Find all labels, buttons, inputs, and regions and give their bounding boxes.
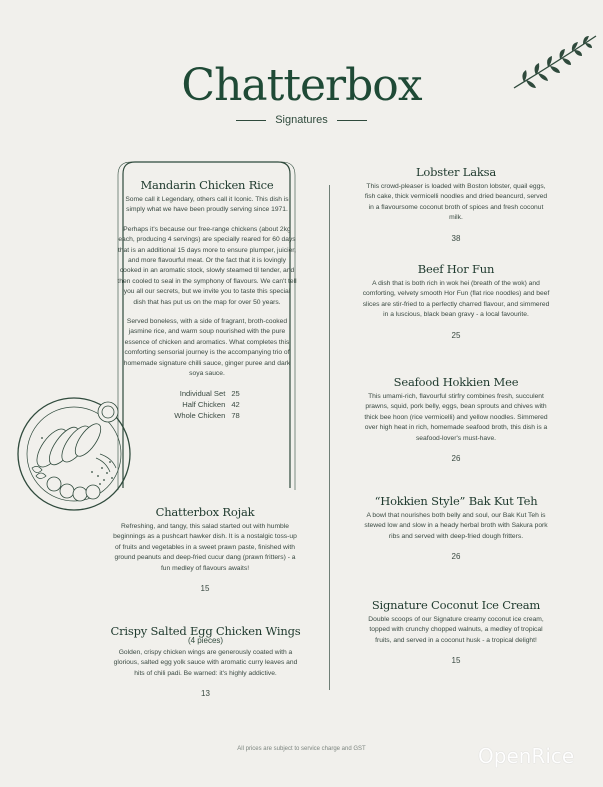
dish-price: 15 [451, 656, 461, 666]
price-value: 78 [231, 410, 240, 420]
dish-description: Refreshing, and tangy, this salad started out with humble beginnings as a pushcart hawker dish. It is a nostalgic toss-up of fruits and vegetables in a sweet prawn paste, finished with ground peanuts and deep-fried cucur dang (prawn fritters) - a fun medley of flavours awaits! [113, 523, 297, 572]
price-row [171, 399, 243, 410]
dish-description: A bowl that nourishes both belly and soul, our Bak Kut Teh is stewed low and slow in a heady herbal broth with Sakura pork ribs and served with deep-fried dough fritters. [364, 512, 548, 540]
price-value: 25 [231, 388, 240, 398]
subtitle-row [0, 114, 603, 126]
dish-name: Mandarin Chicken Rice [140, 178, 274, 192]
dish-name: “Hokkien Style” Bak Kut Teh [374, 494, 538, 508]
price-label: Whole Chicken [174, 410, 226, 420]
openrice-watermark: OpenRice [478, 744, 575, 768]
dish-description: Served boneless, with a side of fragrant, broth-cooked jasmine rice, and warm soup nourished with the pure essence of chicken and aromatics. What completes this comforting sensorial journey is the accompanying trio of homemade signature chilli sauce, ginger puree and dark soya sauce. [123, 318, 291, 378]
subtitle: Signatures [275, 114, 328, 126]
menu-item-bak-kut-teh [361, 494, 551, 561]
price-value: 42 [231, 399, 240, 409]
dish-name: Lobster Laksa [415, 165, 497, 179]
dish-name: Beef Hor Fun [417, 262, 495, 276]
dish-description: Some call it Legendary, others call it Iconic. This dish is simply what we have been proudly serving since 1971. [125, 196, 289, 214]
dish-description: This crowd-pleaser is loaded with Boston lobster, quail eggs, fish cake, thick vermicelli noodles and dried beancurd, served in a flavoursome coconut broth of spices and fresh coconut milk. [364, 183, 548, 222]
price-disclaimer: All prices are subject to service charge and GST [237, 746, 366, 752]
dish-description: Golden, crispy chicken wings are generously coated with a glorious, salted egg yolk sauce with aromatic curry leaves and hits of chili padi. Be warned: it's highly addictive. [113, 649, 298, 677]
price-label: Half Chicken [182, 399, 226, 409]
dish-price: 26 [451, 552, 461, 562]
price-row [171, 410, 243, 421]
dish-name: Signature Coconut Ice Cream [371, 598, 541, 612]
subtitle-rule-left [236, 120, 266, 121]
menu-item-seafood-hokkien-mee [361, 375, 551, 463]
dish-portion-note: (4 pieces) [187, 636, 224, 645]
menu-item-mandarin-chicken-rice [117, 178, 297, 421]
dish-name: Crispy Salted Egg Chicken Wings [110, 624, 301, 638]
price-row [171, 388, 243, 399]
dish-description: This umami-rich, flavourful stirfry combines fresh, succulent prawns, squid, pork belly, eggs, bean sprouts and chives with thick bee hoon (rice vermicelli) and yellow noodles. Simmered over high heat in rich, homemade seafood broth, this dish is a seafood-lover's must-have. [364, 393, 548, 442]
dish-description: A dish that is both rich in wok hei (breath of the wok) and comforting, velvety smooth Hor Fun (flat rice noodles) and beef slices are stir-fried to a perfectly charred flavour, and simmered in a luscious, black bean gravy - a local favourite. [362, 280, 550, 319]
menu-item-signature-coconut-ice-cream [361, 598, 551, 665]
dish-price: 25 [451, 330, 461, 340]
price-label: Individual Set [179, 388, 226, 398]
dish-description: Perhaps it's because our free-range chickens (about 2kg each, producing 4 servings) are specially reared for 60 days that is an additional 15 days more to ensure plumper, juicier, and more flavourful meat. Or the fact that it is lovingly cooked in an aromatic stock, slowly steamed til tender, and then cooled to seal in the symphony of flavours. We can't tell you all our secrets, but we invite you to taste this special dish that has put us on the map for over 50 years. [117, 225, 297, 306]
dish-name: Chatterbox Rojak [155, 505, 255, 519]
restaurant-title: Chatterbox [181, 60, 422, 111]
chicken-rice-plate-illustration [12, 388, 142, 518]
dish-price: 13 [201, 689, 210, 699]
menu-item-beef-hor-fun [361, 262, 551, 340]
dish-price: 26 [451, 454, 461, 464]
dish-price: 38 [451, 233, 461, 243]
column-divider [329, 185, 330, 690]
price-table [171, 388, 243, 421]
dish-description: Double scoops of our Signature creamy coconut ice cream, topped with crunchy chopped walnuts, a medley of tropical fruits, and served in a coconut husk - a tropical delight! [368, 616, 544, 644]
rosemary-sprig-icon [510, 30, 600, 92]
menu-item-lobster-laksa [362, 165, 550, 243]
menu-item-crispy-salted-egg-chicken-wings [108, 624, 303, 698]
subtitle-rule-right [337, 120, 367, 121]
menu-item-chatterbox-rojak [110, 505, 300, 593]
dish-name: Seafood Hokkien Mee [393, 375, 519, 389]
dish-price: 15 [200, 584, 210, 594]
